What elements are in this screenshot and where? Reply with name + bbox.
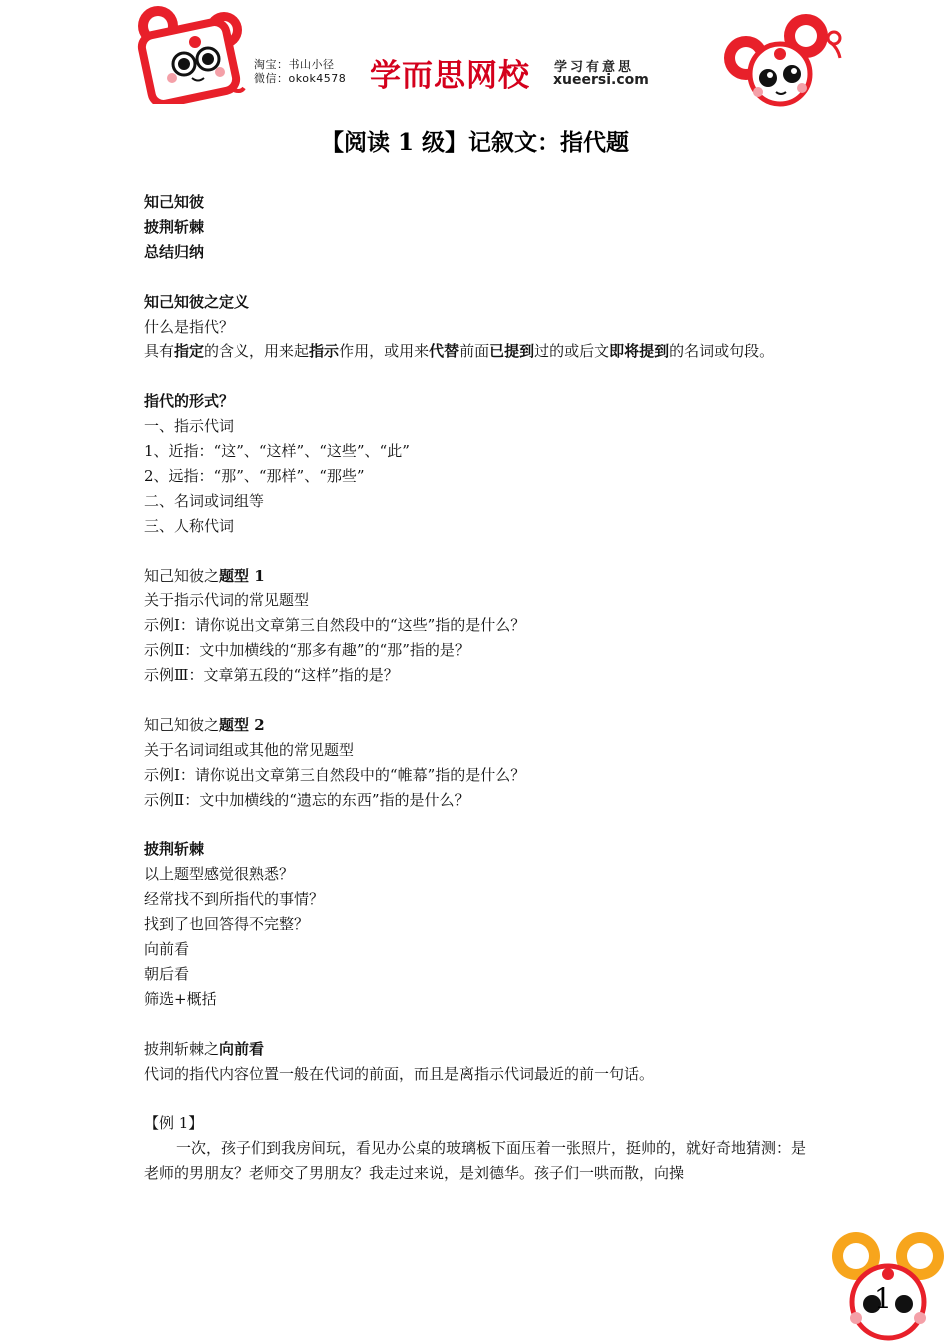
pijing-heading: 披荆斩棘 — [144, 840, 205, 859]
mascot-left-icon — [132, 4, 262, 104]
definition-heading: 知己知彼之定义 — [144, 292, 250, 311]
forward-heading: 披荆斩棘之向前看 — [144, 1039, 265, 1058]
pijing-line: 朝后看 — [144, 965, 190, 984]
brand-slogan: 学习有意思 — [554, 60, 635, 75]
example1-label: 【例 1】 — [144, 1114, 204, 1133]
type2-intro: 关于名词词组或其他的常见题型 — [144, 740, 355, 759]
type1-heading: 知己知彼之题型 1 — [144, 566, 265, 585]
pijing-line: 以上题型感觉很熟悉？ — [144, 865, 295, 884]
type1-intro: 关于指示代词的常见题型 — [144, 591, 310, 610]
forward-text: 代词的指代内容位置一般在代词的前面，而且是离指示代词最近的前一句话。 — [144, 1064, 655, 1083]
outline-item: 总结归纳 — [144, 242, 205, 261]
brand-domain: xueersi.com — [553, 72, 649, 88]
forms-heading: 指代的形式？ — [144, 392, 235, 411]
pijing-line: 筛选+概括 — [144, 989, 217, 1008]
mascot-right-icon — [718, 12, 850, 112]
forms-item: 一、指示代词 — [144, 417, 235, 436]
outline-item: 披荆斩棘 — [144, 217, 205, 236]
forms-item: 2、远指：“那”、“那样”、“那些” — [144, 466, 365, 485]
forms-item: 三、人称代词 — [144, 516, 235, 535]
weixin-label: 微信：okok4578 — [254, 72, 347, 85]
outline-item: 知己知彼 — [144, 193, 205, 211]
contact-info — [254, 58, 346, 86]
forms-item: 1、近指：“这”、“这样”、“这些”、“此” — [144, 442, 410, 461]
type2-heading: 知己知彼之题型 2 — [144, 715, 265, 734]
type1-example: 示例Ⅱ：文中加横线的“那多有趣”的“那”指的是？ — [144, 641, 470, 660]
document-title: 【阅读 1 级】记叙文：指代题 — [320, 129, 630, 156]
type1-example: 示例Ⅲ：文章第五段的“这样”指的是？ — [144, 666, 399, 685]
type2-example: 示例Ⅱ：文中加横线的“遗忘的东西”指的是什么？ — [144, 790, 470, 809]
brand-logo-text: 学而思网校 — [370, 58, 530, 94]
document-body — [144, 190, 809, 1186]
example1-text: 一次，孩子们到我房间玩，看见办公桌的玻璃板下面压着一张照片，挺帅的，就好奇地猜测：是老师的男朋友？老师交了男朋友？我走过来说，是刘德华。孩子们一哄而散，向操 — [144, 1139, 807, 1183]
definition-question: 什么是指代？ — [144, 317, 235, 336]
pijing-line: 找到了也回答得不完整？ — [144, 915, 310, 934]
type2-example: 示例Ⅰ：请你说出文章第三自然段中的“帷幕”指的是什么？ — [144, 765, 526, 784]
pijing-line: 经常找不到所指代的事情？ — [144, 890, 325, 909]
forms-item: 二、名词或词组等 — [144, 491, 265, 510]
page-number: 1 — [874, 1282, 892, 1315]
pijing-line: 向前看 — [144, 940, 190, 959]
type1-example: 示例Ⅰ：请你说出文章第三自然段中的“这些”指的是什么？ — [144, 616, 526, 635]
taobao-label: 淘宝：书山小径 — [254, 58, 335, 71]
definition-text: 具有指定的含义，用来起指示作用，或用来代替前面已提到过的或后文即将提到的名词或句段。 — [144, 342, 775, 361]
